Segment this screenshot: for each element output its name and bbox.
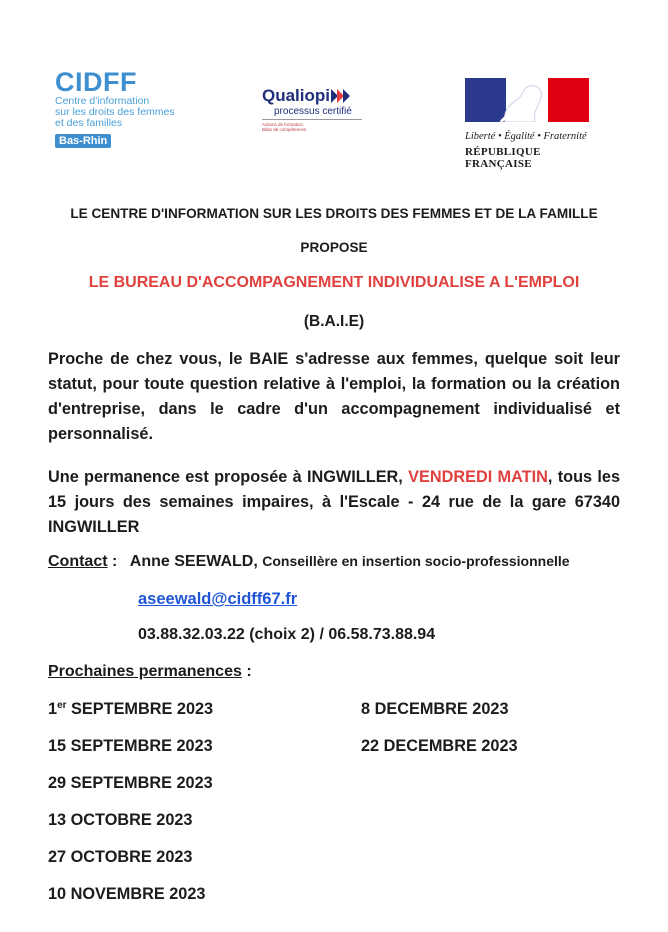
republique-logo bbox=[465, 78, 595, 170]
schedule-title-colon: : bbox=[241, 663, 252, 680]
schedule-date-first-rest: SEPTEMBRE 2023 bbox=[66, 700, 214, 718]
qualiopi-tagline: processus certifié bbox=[274, 106, 352, 117]
qualiopi-logo bbox=[262, 86, 377, 132]
schedule-date-first-sup: er bbox=[57, 700, 67, 711]
contact-label: Contact bbox=[48, 553, 108, 570]
intro-paragraph: Proche de chez vous, le BAIE s'adresse aux femmes, quelque soit leur statut, pour toute question relative à l'emploi, la formation ou la création d'entreprise, dans le cadre d'un accompagnement individualisé et personnalisé. bbox=[48, 350, 620, 443]
marianne-flag-icon bbox=[465, 78, 589, 122]
contact-role: Conseillère en insertion socio-professionnelle bbox=[262, 553, 570, 569]
permanence-paragraph bbox=[48, 465, 620, 540]
qualiopi-fine-2: Bilan de compétences bbox=[262, 127, 307, 132]
qualiopi-fine-1: Actions de formation bbox=[262, 122, 304, 127]
schedule-date-first-day: 1 bbox=[48, 700, 58, 718]
header-title: LE BUREAU D'ACCOMPAGNEMENT INDIVIDUALISE A L'EMPLOI bbox=[88, 274, 580, 291]
republique-motto: Liberté • Égalité • Fraternité bbox=[465, 131, 587, 142]
header-acronym: (B.A.I.E) bbox=[303, 313, 365, 330]
schedule-date: 10 NOVEMBRE 2023 bbox=[48, 885, 206, 903]
schedule-date: 29 SEPTEMBRE 2023 bbox=[48, 774, 213, 792]
schedule-date-first bbox=[48, 700, 213, 719]
schedule-title: Prochaines permanences bbox=[48, 663, 242, 680]
contact-email-link[interactable]: aseewald@cidff67.fr bbox=[138, 590, 298, 608]
qualiopi-arrows-icon bbox=[331, 87, 353, 105]
schedule-date: 27 OCTOBRE 2023 bbox=[48, 848, 193, 866]
qualiopi-name: Qualiopi bbox=[262, 86, 330, 105]
cidff-wordmark: CIDFF bbox=[55, 67, 137, 97]
schedule-date: 13 OCTOBRE 2023 bbox=[48, 811, 193, 829]
republique-name: RÉPUBLIQUE FRANÇAISE bbox=[465, 146, 541, 170]
header-line-2: PROPOSE bbox=[300, 240, 368, 255]
header-line-1: LE CENTRE D'INFORMATION SUR LES DROITS DES FEMMES ET DE LA FAMILLE bbox=[70, 206, 598, 221]
cidff-badge: Bas-Rhin bbox=[55, 134, 111, 148]
cidff-logo bbox=[55, 68, 185, 149]
schedule-title-row bbox=[48, 663, 252, 681]
cidff-line-3: et des familles bbox=[55, 117, 123, 129]
permanence-day: VENDREDI MATIN bbox=[408, 468, 548, 486]
contact-name: Anne SEEWALD, bbox=[129, 553, 258, 570]
permanence-text-before: Une permanence est proposée à INGWILLER, bbox=[48, 468, 403, 486]
contact-colon: : bbox=[107, 553, 118, 570]
schedule-date: 15 SEPTEMBRE 2023 bbox=[48, 737, 213, 755]
contact-phone: 03.88.32.03.22 (choix 2) / 06.58.73.88.94 bbox=[138, 626, 436, 643]
cidff-line-1: Centre d'information bbox=[55, 95, 150, 107]
schedule-date: 8 DECEMBRE 2023 bbox=[361, 700, 509, 718]
cidff-line-2: sur les droits des femmes bbox=[55, 106, 175, 118]
permanence-text-after: , tous les 15 jours des semaines impaires, à l'Escale - 24 rue de la gare 67340 INGWILLER bbox=[48, 468, 620, 536]
contact-row bbox=[48, 553, 648, 571]
schedule-date: 22 DECEMBRE 2023 bbox=[361, 737, 518, 755]
